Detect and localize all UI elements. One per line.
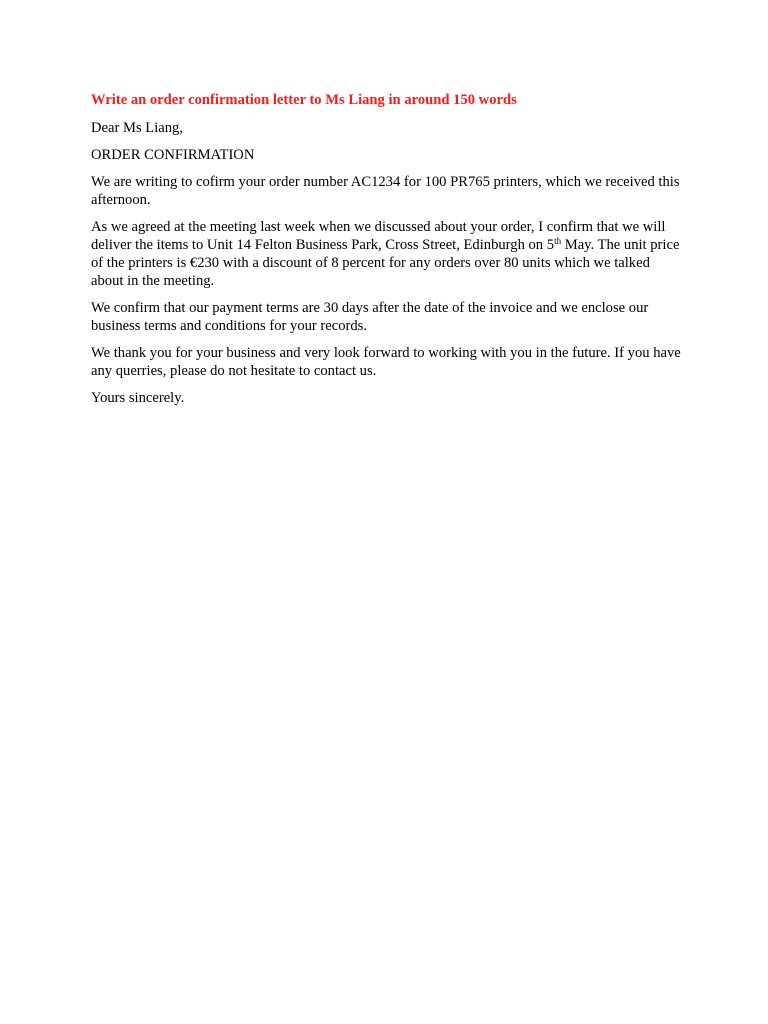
paragraph-delivery-text-start: As we agreed at the meeting last week when we discussed about your order, I confirm that we will deliver the items to Unit 14 Felton Business Park, Cross Street, Edinburgh on 5 (91, 219, 666, 253)
paragraph-thanks: We thank you for your business and very look forward to working with you in the future. If you have any querries, please do not hesitate to contact us. (91, 345, 681, 379)
letter-subject: ORDER CONFIRMATION (91, 147, 255, 163)
paragraph-order-reference: We are writing to cofirm your order number AC1234 for 100 PR765 printers, which we received this afternoon. (91, 174, 680, 208)
letter-body (91, 91, 681, 416)
salutation: Dear Ms Liang, (91, 120, 183, 136)
paragraph-delivery-text-end: May. The unit price of the printers is €230 with a discount of 8 percent for any orders over 80 units which we talked about in the meeting. (91, 237, 680, 289)
task-instruction: Write an order confirmation letter to Ms Liang in around 150 words (91, 92, 517, 108)
ordinal-suffix: th (554, 236, 562, 246)
closing: Yours sincerely. (91, 390, 185, 406)
paragraph-payment-terms: We confirm that our payment terms are 30 days after the date of the invoice and we enclose our business terms and conditions for your records. (91, 300, 649, 334)
paragraph-delivery-details (91, 218, 681, 290)
